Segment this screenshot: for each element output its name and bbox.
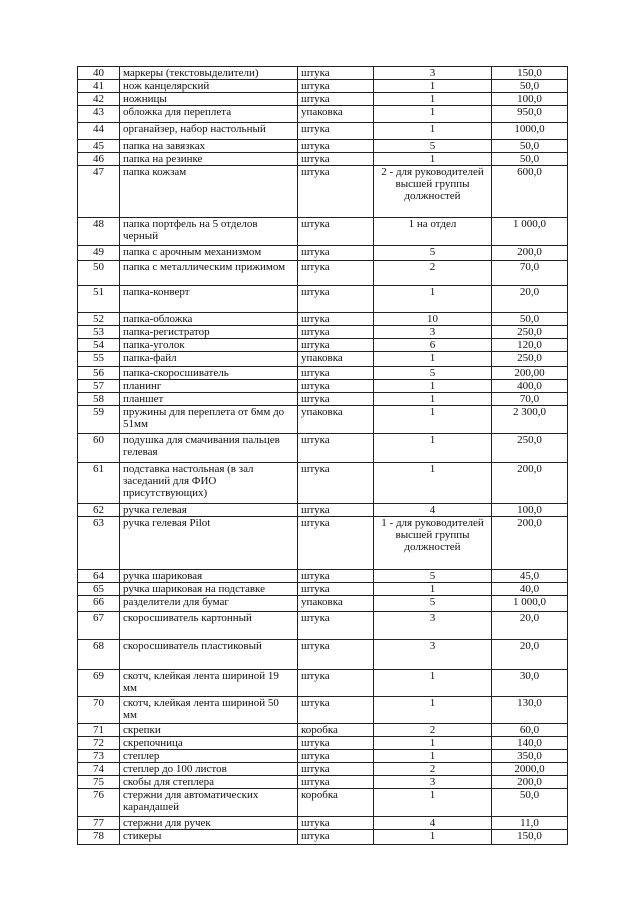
- price-cell: 50,0: [492, 140, 568, 153]
- quantity-cell: 1: [374, 830, 492, 845]
- quantity-cell: 1: [374, 697, 492, 724]
- unit-cell: коробка: [298, 789, 374, 817]
- table-row: [78, 724, 568, 737]
- table-row: [78, 80, 568, 93]
- item-name-cell: папка-уголок: [120, 339, 298, 352]
- row-number-cell: 47: [78, 166, 120, 218]
- quantity-cell: 3: [374, 67, 492, 80]
- row-number-cell: 59: [78, 406, 120, 434]
- unit-cell: штука: [298, 640, 374, 670]
- price-cell: 1 000,0: [492, 596, 568, 612]
- quantity-cell: 1: [374, 406, 492, 434]
- unit-cell: штука: [298, 504, 374, 517]
- item-name-cell: скотч, клейкая лента шириной 19 мм: [120, 670, 298, 697]
- unit-cell: штука: [298, 697, 374, 724]
- unit-cell: коробка: [298, 724, 374, 737]
- row-number-cell: 69: [78, 670, 120, 697]
- table-row: [78, 93, 568, 106]
- price-cell: 2000,0: [492, 763, 568, 776]
- item-name-cell: степлер: [120, 750, 298, 763]
- quantity-cell: 1 - для руководителей высшей группы должностей: [374, 517, 492, 570]
- quantity-cell: 5: [374, 570, 492, 583]
- table-row: [78, 789, 568, 817]
- quantity-cell: 1: [374, 123, 492, 140]
- item-name-cell: папка-файл: [120, 352, 298, 367]
- unit-cell: штука: [298, 570, 374, 583]
- price-cell: 30,0: [492, 670, 568, 697]
- price-cell: 140,0: [492, 737, 568, 750]
- price-cell: 350,0: [492, 750, 568, 763]
- price-cell: 600,0: [492, 166, 568, 218]
- row-number-cell: 63: [78, 517, 120, 570]
- unit-cell: штука: [298, 166, 374, 218]
- row-number-cell: 54: [78, 339, 120, 352]
- table-row: [78, 570, 568, 583]
- unit-cell: штука: [298, 326, 374, 339]
- quantity-cell: 2: [374, 724, 492, 737]
- row-number-cell: 50: [78, 261, 120, 286]
- row-number-cell: 78: [78, 830, 120, 845]
- item-name-cell: ножницы: [120, 93, 298, 106]
- row-number-cell: 48: [78, 218, 120, 246]
- price-cell: 1000,0: [492, 123, 568, 140]
- price-cell: 45,0: [492, 570, 568, 583]
- quantity-cell: 4: [374, 817, 492, 830]
- table-row: [78, 737, 568, 750]
- price-cell: 200,0: [492, 517, 568, 570]
- row-number-cell: 71: [78, 724, 120, 737]
- price-cell: 50,0: [492, 313, 568, 326]
- row-number-cell: 76: [78, 789, 120, 817]
- item-name-cell: органайзер, набор настольный: [120, 123, 298, 140]
- quantity-cell: 5: [374, 367, 492, 380]
- quantity-cell: 1: [374, 93, 492, 106]
- row-number-cell: 49: [78, 246, 120, 261]
- supplies-table-body: [78, 67, 568, 845]
- table-row: [78, 106, 568, 123]
- table-row: [78, 750, 568, 763]
- item-name-cell: планинг: [120, 380, 298, 393]
- table-row: [78, 352, 568, 367]
- quantity-cell: 1: [374, 434, 492, 463]
- unit-cell: штука: [298, 153, 374, 166]
- price-cell: 100,0: [492, 93, 568, 106]
- item-name-cell: скрепочница: [120, 737, 298, 750]
- quantity-cell: 3: [374, 326, 492, 339]
- unit-cell: штука: [298, 67, 374, 80]
- table-row: [78, 434, 568, 463]
- row-number-cell: 56: [78, 367, 120, 380]
- table-row: [78, 261, 568, 286]
- table-row: [78, 326, 568, 339]
- row-number-cell: 53: [78, 326, 120, 339]
- quantity-cell: 10: [374, 313, 492, 326]
- table-row: [78, 640, 568, 670]
- unit-cell: упаковка: [298, 106, 374, 123]
- price-cell: 400,0: [492, 380, 568, 393]
- price-cell: 200,0: [492, 776, 568, 789]
- table-row: [78, 670, 568, 697]
- quantity-cell: 5: [374, 246, 492, 261]
- table-row: [78, 67, 568, 80]
- item-name-cell: папка портфель на 5 отделов черный: [120, 218, 298, 246]
- table-row: [78, 123, 568, 140]
- row-number-cell: 42: [78, 93, 120, 106]
- row-number-cell: 44: [78, 123, 120, 140]
- unit-cell: штука: [298, 737, 374, 750]
- row-number-cell: 40: [78, 67, 120, 80]
- unit-cell: штука: [298, 246, 374, 261]
- quantity-cell: 1: [374, 286, 492, 313]
- unit-cell: штука: [298, 583, 374, 596]
- table-row: [78, 596, 568, 612]
- quantity-cell: 1: [374, 670, 492, 697]
- price-cell: 50,0: [492, 153, 568, 166]
- quantity-cell: 1: [374, 153, 492, 166]
- row-number-cell: 77: [78, 817, 120, 830]
- row-number-cell: 65: [78, 583, 120, 596]
- unit-cell: упаковка: [298, 406, 374, 434]
- table-row: [78, 776, 568, 789]
- item-name-cell: ручка шариковая на подставке: [120, 583, 298, 596]
- row-number-cell: 73: [78, 750, 120, 763]
- item-name-cell: папка с металлическим прижимом: [120, 261, 298, 286]
- quantity-cell: 1: [374, 380, 492, 393]
- price-cell: 60,0: [492, 724, 568, 737]
- price-cell: 20,0: [492, 640, 568, 670]
- price-cell: 70,0: [492, 393, 568, 406]
- quantity-cell: 2 - для руководителей высшей группы должностей: [374, 166, 492, 218]
- unit-cell: штука: [298, 313, 374, 326]
- price-cell: 250,0: [492, 434, 568, 463]
- row-number-cell: 60: [78, 434, 120, 463]
- quantity-cell: 1: [374, 750, 492, 763]
- price-cell: 100,0: [492, 504, 568, 517]
- unit-cell: штука: [298, 393, 374, 406]
- price-cell: 70,0: [492, 261, 568, 286]
- quantity-cell: 3: [374, 612, 492, 640]
- price-cell: 250,0: [492, 352, 568, 367]
- table-row: [78, 393, 568, 406]
- unit-cell: штука: [298, 763, 374, 776]
- price-cell: 20,0: [492, 286, 568, 313]
- price-cell: 200,0: [492, 246, 568, 261]
- quantity-cell: 1: [374, 463, 492, 504]
- table-row: [78, 153, 568, 166]
- quantity-cell: 1: [374, 737, 492, 750]
- row-number-cell: 52: [78, 313, 120, 326]
- row-number-cell: 67: [78, 612, 120, 640]
- quantity-cell: 5: [374, 140, 492, 153]
- table-row: [78, 697, 568, 724]
- unit-cell: штука: [298, 517, 374, 570]
- unit-cell: штука: [298, 830, 374, 845]
- table-row: [78, 406, 568, 434]
- item-name-cell: скоросшиватель картонный: [120, 612, 298, 640]
- item-name-cell: папка-регистратор: [120, 326, 298, 339]
- quantity-cell: 1: [374, 393, 492, 406]
- table-row: [78, 166, 568, 218]
- unit-cell: штука: [298, 434, 374, 463]
- price-cell: 50,0: [492, 80, 568, 93]
- quantity-cell: 2: [374, 763, 492, 776]
- table-row: [78, 286, 568, 313]
- quantity-cell: 1: [374, 352, 492, 367]
- row-number-cell: 61: [78, 463, 120, 504]
- table-row: [78, 583, 568, 596]
- unit-cell: штука: [298, 93, 374, 106]
- unit-cell: штука: [298, 750, 374, 763]
- unit-cell: штука: [298, 261, 374, 286]
- unit-cell: штука: [298, 817, 374, 830]
- unit-cell: штука: [298, 339, 374, 352]
- row-number-cell: 51: [78, 286, 120, 313]
- price-cell: 200,00: [492, 367, 568, 380]
- quantity-cell: 2: [374, 261, 492, 286]
- table-row: [78, 140, 568, 153]
- table-row: [78, 817, 568, 830]
- item-name-cell: подставка настольная (в зал заседаний для ФИО присутствующих): [120, 463, 298, 504]
- row-number-cell: 74: [78, 763, 120, 776]
- item-name-cell: скоросшиватель пластиковый: [120, 640, 298, 670]
- item-name-cell: подушка для смачивания пальцев гелевая: [120, 434, 298, 463]
- item-name-cell: ручка гелевая: [120, 504, 298, 517]
- unit-cell: штука: [298, 670, 374, 697]
- row-number-cell: 46: [78, 153, 120, 166]
- row-number-cell: 75: [78, 776, 120, 789]
- quantity-cell: 1: [374, 789, 492, 817]
- price-cell: 11,0: [492, 817, 568, 830]
- quantity-cell: 1 на отдел: [374, 218, 492, 246]
- table-row: [78, 218, 568, 246]
- table-row: [78, 339, 568, 352]
- item-name-cell: ручка шариковая: [120, 570, 298, 583]
- quantity-cell: 1: [374, 583, 492, 596]
- table-row: [78, 517, 568, 570]
- quantity-cell: 1: [374, 106, 492, 123]
- item-name-cell: скотч, клейкая лента шириной 50 мм: [120, 697, 298, 724]
- row-number-cell: 45: [78, 140, 120, 153]
- table-row: [78, 246, 568, 261]
- row-number-cell: 68: [78, 640, 120, 670]
- row-number-cell: 43: [78, 106, 120, 123]
- item-name-cell: скрепки: [120, 724, 298, 737]
- item-name-cell: стикеры: [120, 830, 298, 845]
- row-number-cell: 70: [78, 697, 120, 724]
- price-cell: 2 300,0: [492, 406, 568, 434]
- table-row: [78, 763, 568, 776]
- item-name-cell: стержни для автоматических карандашей: [120, 789, 298, 817]
- item-name-cell: пружины для переплета от 6мм до 51мм: [120, 406, 298, 434]
- row-number-cell: 62: [78, 504, 120, 517]
- quantity-cell: 3: [374, 640, 492, 670]
- price-cell: 20,0: [492, 612, 568, 640]
- supplies-table: [77, 66, 568, 845]
- price-cell: 130,0: [492, 697, 568, 724]
- row-number-cell: 57: [78, 380, 120, 393]
- table-row: [78, 830, 568, 845]
- price-cell: 200,0: [492, 463, 568, 504]
- item-name-cell: обложка для переплета: [120, 106, 298, 123]
- item-name-cell: папка на завязках: [120, 140, 298, 153]
- price-cell: 50,0: [492, 789, 568, 817]
- item-name-cell: степлер до 100 листов: [120, 763, 298, 776]
- unit-cell: упаковка: [298, 352, 374, 367]
- quantity-cell: 4: [374, 504, 492, 517]
- table-row: [78, 367, 568, 380]
- unit-cell: штука: [298, 218, 374, 246]
- price-cell: 950,0: [492, 106, 568, 123]
- unit-cell: штука: [298, 612, 374, 640]
- item-name-cell: разделители для бумаг: [120, 596, 298, 612]
- item-name-cell: планшет: [120, 393, 298, 406]
- item-name-cell: нож канцелярский: [120, 80, 298, 93]
- quantity-cell: 1: [374, 80, 492, 93]
- item-name-cell: папка-скоросшиватель: [120, 367, 298, 380]
- price-cell: 250,0: [492, 326, 568, 339]
- item-name-cell: папка с арочным механизмом: [120, 246, 298, 261]
- price-cell: 120,0: [492, 339, 568, 352]
- unit-cell: штука: [298, 380, 374, 393]
- unit-cell: штука: [298, 367, 374, 380]
- table-row: [78, 380, 568, 393]
- row-number-cell: 58: [78, 393, 120, 406]
- quantity-cell: 3: [374, 776, 492, 789]
- price-cell: 150,0: [492, 67, 568, 80]
- quantity-cell: 6: [374, 339, 492, 352]
- unit-cell: упаковка: [298, 596, 374, 612]
- item-name-cell: папка-конверт: [120, 286, 298, 313]
- unit-cell: штука: [298, 80, 374, 93]
- unit-cell: штука: [298, 463, 374, 504]
- row-number-cell: 66: [78, 596, 120, 612]
- price-cell: 150,0: [492, 830, 568, 845]
- row-number-cell: 64: [78, 570, 120, 583]
- price-cell: 1 000,0: [492, 218, 568, 246]
- item-name-cell: ручка гелевая Pilot: [120, 517, 298, 570]
- quantity-cell: 5: [374, 596, 492, 612]
- unit-cell: штука: [298, 776, 374, 789]
- item-name-cell: стержни для ручек: [120, 817, 298, 830]
- table-row: [78, 504, 568, 517]
- item-name-cell: папка кожзам: [120, 166, 298, 218]
- item-name-cell: папка на резинке: [120, 153, 298, 166]
- row-number-cell: 72: [78, 737, 120, 750]
- row-number-cell: 41: [78, 80, 120, 93]
- price-cell: 40,0: [492, 583, 568, 596]
- table-row: [78, 313, 568, 326]
- item-name-cell: маркеры (текстовыделители): [120, 67, 298, 80]
- table-row: [78, 612, 568, 640]
- item-name-cell: папка-обложка: [120, 313, 298, 326]
- unit-cell: штука: [298, 140, 374, 153]
- unit-cell: штука: [298, 286, 374, 313]
- row-number-cell: 55: [78, 352, 120, 367]
- table-row: [78, 463, 568, 504]
- item-name-cell: скобы для степлера: [120, 776, 298, 789]
- unit-cell: штука: [298, 123, 374, 140]
